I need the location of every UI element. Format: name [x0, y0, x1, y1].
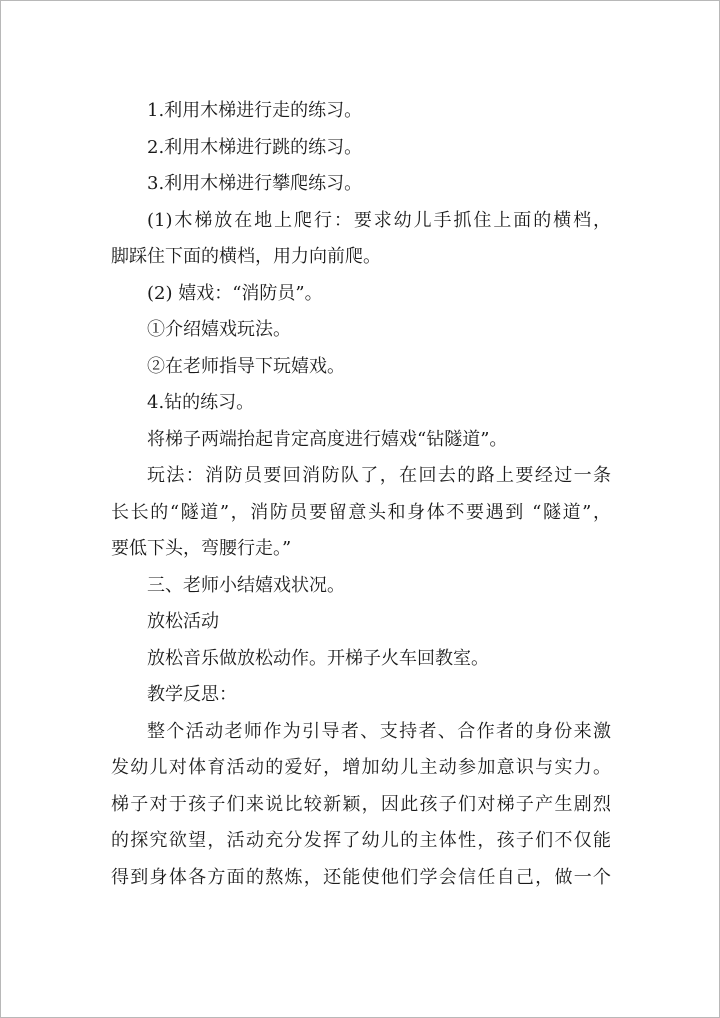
text-line: 的探究欲望，活动充分发挥了幼儿的主体性，孩子们不仅能: [111, 830, 611, 851]
text-line: (1)木梯放在地上爬行：要求幼儿手抓住上面的横档，: [147, 209, 611, 231]
text-line: 三、老师小结嬉戏状况。: [147, 574, 345, 596]
text-line: 1.利用木梯进行走的练习。: [147, 100, 363, 121]
text-line: 玩法：消防员要回消防队了，在回去的路上要经过一条: [147, 465, 611, 486]
text-line: 发幼儿对体育活动的爱好，增加幼儿主动参加意识与实力。: [111, 757, 611, 778]
text-line: 4.钻的练习。: [147, 392, 255, 413]
text-line: ②在老师指导下玩嬉戏。: [147, 355, 345, 377]
text-line: 2.利用木梯进行跳的练习。: [147, 136, 363, 158]
document-body: [111, 93, 611, 896]
text-line: 将梯子两端抬起肯定高度进行嬉戏“钻隧道”。: [147, 428, 508, 450]
text-line: 3.利用木梯进行攀爬练习。: [147, 173, 363, 194]
text-line: 教学反思：: [147, 684, 237, 705]
text-line: 整个活动老师作为引导者、支持者、合作者的身份来激: [147, 720, 611, 742]
text-line: 梯子对于孩子们来说比较新颖，因此孩子们对梯子产生剧烈: [111, 793, 611, 815]
text-line: 要低下头，弯腰行走。”: [111, 538, 292, 559]
text-line: 长长的“隧道”，消防员要留意头和身体不要遇到 “隧道”，: [111, 501, 611, 523]
text-line: 得到身体各方面的熬炼，还能使他们学会信任自己，做一个: [111, 866, 611, 888]
text-line: 脚踩住下面的横档，用力向前爬。: [111, 246, 381, 267]
text-line: 放松活动: [147, 611, 219, 632]
text-line: ①介绍嬉戏玩法。: [147, 319, 291, 340]
text-line: 放松音乐做放松动作。开梯子火车回教室。: [147, 647, 489, 669]
text-line: (2) 嬉戏：“消防员”。: [147, 282, 323, 304]
